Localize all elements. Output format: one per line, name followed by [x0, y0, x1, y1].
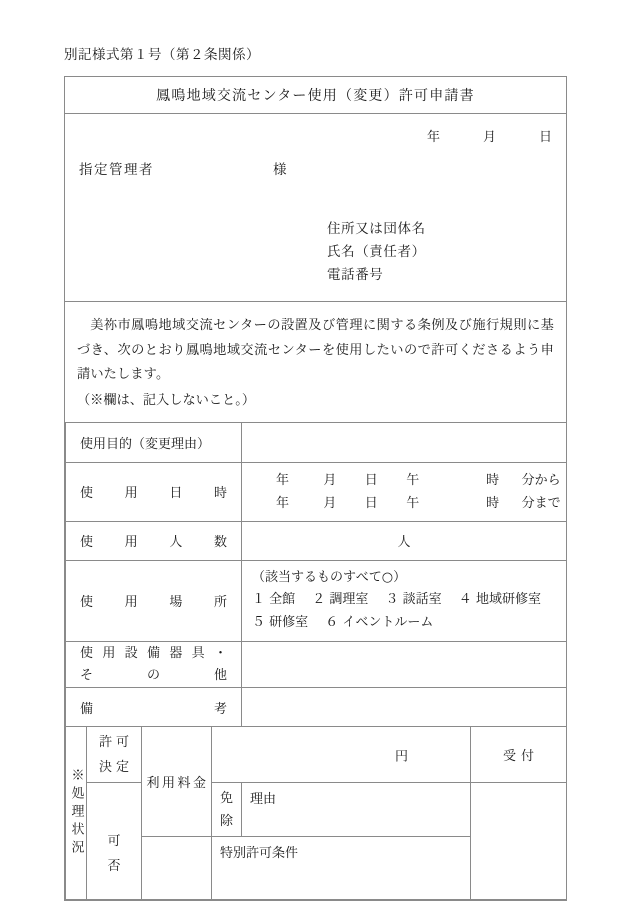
- exemption-label-line-2: 除: [220, 813, 234, 829]
- applicant-fields: [327, 218, 426, 287]
- people-label-cell: [66, 521, 242, 560]
- people-value-cell[interactable]: [242, 521, 567, 560]
- to-hour-label: 時: [486, 495, 500, 511]
- from-day-label: 日: [364, 472, 378, 488]
- venue-label-char-1: 使: [80, 595, 94, 611]
- fee-label: 利用料金: [146, 776, 209, 791]
- venue-options-line-1: １ 全館 ２ 調理室 ３ 談話室 ４ 地域研修室: [252, 592, 541, 607]
- approval-result-label: [87, 803, 141, 879]
- venue-instruction: （該当するものすべて○）: [252, 569, 407, 585]
- applicant-address-label: 住所又は団体名: [327, 221, 426, 237]
- venue-label: [66, 591, 241, 610]
- application-form-frame: [64, 76, 567, 901]
- datetime-row-from: [242, 469, 566, 492]
- permission-decision-label: [87, 730, 141, 780]
- table-row-purpose: [66, 422, 567, 462]
- to-day-label: 日: [364, 495, 378, 511]
- remarks-label-char-2: 考: [214, 701, 228, 717]
- venue-options-cell[interactable]: [242, 560, 567, 642]
- exemption-label-cell: [212, 783, 242, 837]
- date-line: [427, 126, 552, 145]
- from-ampm-label: 午: [406, 472, 420, 488]
- datetime-label-char-2: 用: [124, 486, 138, 501]
- to-minute-label: 分まで: [521, 495, 561, 511]
- header-block: [65, 113, 566, 301]
- from-hour-label: 時: [486, 472, 500, 488]
- remarks-label-cell: [66, 688, 242, 727]
- deny-label[interactable]: 否: [107, 859, 121, 874]
- venue-label-char-4: 所: [213, 595, 227, 611]
- body-note: （※欄は、記入しないこと。）: [77, 392, 256, 408]
- to-year-label: 年: [276, 495, 290, 511]
- datetime-fields: [242, 463, 566, 521]
- table-row-venue: [66, 560, 567, 642]
- datetime-value-cell[interactable]: [242, 462, 567, 521]
- remarks-label-char-1: 備: [80, 701, 94, 717]
- venue-label-char-3: 場: [169, 595, 183, 611]
- remarks-label: [66, 698, 241, 717]
- people-label-char-2: 用: [124, 535, 138, 550]
- table-row-datetime: [66, 462, 567, 521]
- equipment-label-line-2: そ の 他: [80, 667, 228, 683]
- exemption-reason-cell[interactable]: [242, 783, 471, 837]
- purpose-label: [66, 433, 241, 452]
- venue-label-char-2: 用: [124, 595, 138, 611]
- processing-status-label: ※処理状況: [68, 768, 84, 858]
- table-row-people: [66, 521, 567, 560]
- equipment-value-cell[interactable]: [242, 642, 567, 688]
- receipt-label: 受付: [503, 749, 540, 764]
- table-row-equipment: [66, 642, 567, 688]
- body-block: [65, 301, 566, 422]
- honorific-label: 様: [273, 162, 287, 178]
- addressee-label: 指定管理者: [79, 162, 154, 178]
- people-label-char-3: 人: [169, 535, 183, 550]
- form-title-band: [65, 77, 566, 113]
- from-month-label: 月: [323, 472, 337, 488]
- equipment-label: [66, 643, 241, 687]
- equipment-label-cell: [66, 642, 242, 688]
- permission-decision-line-2: 決 定: [99, 759, 129, 775]
- equipment-label-line-1: 使 用 設 備 器 具 ・: [80, 645, 227, 661]
- receipt-label-cell: [471, 727, 567, 783]
- purpose-label-cell: [66, 422, 242, 462]
- datetime-label-cell: [66, 462, 242, 521]
- exemption-reason-label: 理由: [250, 792, 277, 807]
- table-row-remarks: [66, 688, 567, 727]
- receipt-stamp-cell[interactable]: [471, 783, 567, 900]
- people-label-char-1: 使: [80, 535, 94, 550]
- exemption-label-line-1: 免: [220, 790, 234, 806]
- currency-label: 円: [395, 749, 409, 764]
- from-year-label: 年: [276, 472, 290, 488]
- to-month-label: 月: [323, 495, 337, 511]
- body-paragraph: 美祢市鳳鳴地域交流センターの設置及び管理に関する条例及び施行規則に基づき、次のとおり鳳鳴地域交流センターを使用したいので許可くださるよう申請いたします。: [77, 318, 554, 382]
- fee-label-cell: [142, 727, 212, 837]
- page-title: 鳳鳴地域交流センター使用（変更）許可申請書: [156, 88, 475, 104]
- purpose-value-cell[interactable]: [242, 422, 567, 462]
- processing-status-wrap: [66, 768, 86, 858]
- venue-options: [242, 561, 566, 642]
- purpose-label-text: 使用目的（変更理由）: [80, 436, 211, 452]
- special-conditions-cell[interactable]: [212, 837, 471, 900]
- datetime-row-to: [242, 492, 566, 515]
- permission-decision-line-1: 許 可: [99, 734, 129, 750]
- fee-amount-cell[interactable]: [212, 727, 471, 783]
- datetime-label: [66, 482, 241, 501]
- applicant-phone-label: 電話番号: [327, 267, 384, 283]
- exemption-label: [212, 787, 241, 833]
- venue-options-line-2: ５ 研修室 ６ イベントルーム: [252, 614, 434, 630]
- form-table: [65, 422, 567, 901]
- special-conditions-label: 特別許可条件: [220, 846, 299, 861]
- permission-decision-label-cell: [87, 727, 142, 783]
- date-month-label: 月: [482, 130, 496, 145]
- approval-result-label-cell: [87, 783, 142, 900]
- remarks-value-cell[interactable]: [242, 688, 567, 727]
- date-day-label: 日: [538, 130, 552, 145]
- datetime-label-char-3: 日: [169, 486, 183, 501]
- datetime-label-char-1: 使: [80, 486, 94, 501]
- table-row-processing-decision: [66, 727, 567, 783]
- applicant-name-label: 氏名（責任者）: [327, 244, 426, 260]
- to-ampm-label: 午: [406, 495, 420, 511]
- people-label-char-4: 数: [213, 535, 227, 550]
- date-year-label: 年: [426, 130, 440, 145]
- approve-label[interactable]: 可: [107, 834, 121, 849]
- people-label: [66, 531, 241, 550]
- processing-status-label-cell: [66, 727, 87, 900]
- fee-label-cell-continued: [142, 837, 212, 900]
- table-row-processing-exemption: [66, 783, 567, 837]
- from-minute-label: 分から: [521, 472, 561, 488]
- venue-label-cell: [66, 560, 242, 642]
- form-number: 別記様式第１号（第２条関係）: [64, 47, 260, 63]
- datetime-label-char-4: 時: [213, 486, 227, 501]
- people-unit-label: 人: [397, 535, 411, 550]
